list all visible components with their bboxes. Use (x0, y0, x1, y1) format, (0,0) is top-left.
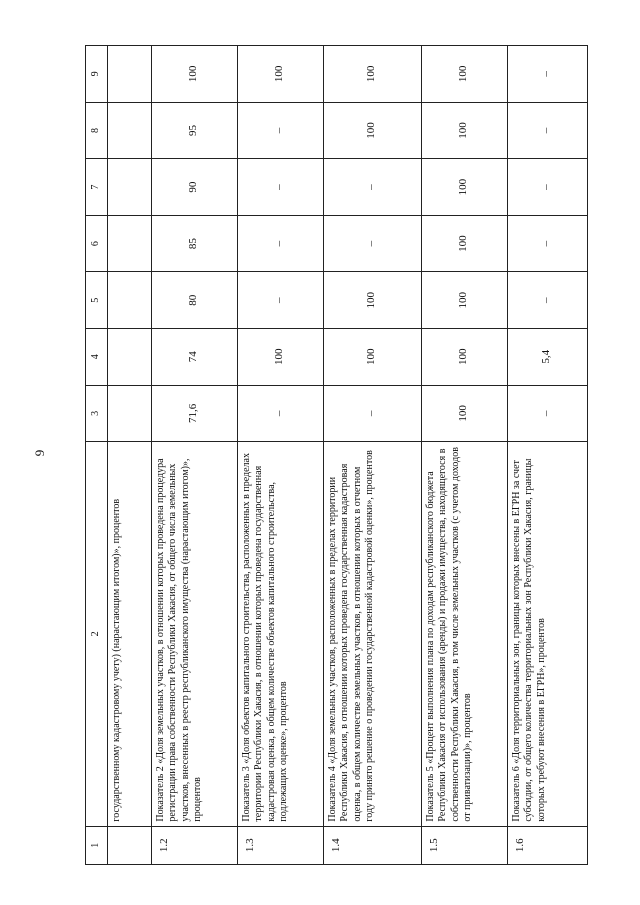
value-cell: 5,4 (507, 329, 587, 386)
value-cell: – (507, 215, 587, 272)
value-cell (107, 272, 151, 329)
value-cell: 95 (151, 102, 237, 159)
value-cell: 100 (421, 215, 507, 272)
value-cell: – (507, 385, 587, 442)
value-cell: – (237, 272, 323, 329)
header-cell: 8 (86, 102, 108, 159)
value-cell: – (507, 159, 587, 216)
value-cell: 74 (151, 329, 237, 386)
row-description: Показатель 3 «Доля объектов капитального строительства, расположенных в пределах территории Республики Хакасия, в отношении которых проведена государственная кадастровая оценка, в общем количестве объектов капитального строительства, подлежащих оценке», процентов (237, 442, 323, 826)
row-index: 1.2 (151, 826, 237, 864)
page-number: 9 (32, 449, 47, 457)
value-cell: – (237, 385, 323, 442)
value-cell (107, 102, 151, 159)
value-cell: – (323, 159, 421, 216)
value-cell (107, 385, 151, 442)
table-row (421, 46, 507, 865)
row-description: Показатель 4 «Доля земельных участков, расположенных в пределах территории Республики Хакасия, в отношении которых проведена государственная кадастровая оценка, в общем количестве земельных участков, в отношении которых в отчетном году принято решение о проведении государственной кадастровой оценки», процентов (323, 442, 421, 826)
rotated-table-wrapper (85, 45, 605, 865)
value-cell: 80 (151, 272, 237, 329)
header-cell: 1 (86, 826, 108, 864)
row-index: 1.3 (237, 826, 323, 864)
indicators-table (85, 45, 588, 865)
value-cell: 85 (151, 215, 237, 272)
value-cell: – (507, 272, 587, 329)
header-row (86, 46, 108, 865)
row-index: 1.5 (421, 826, 507, 864)
header-cell: 7 (86, 159, 108, 216)
row-description: государственному кадастровому учету) (нарастающим итогом)», процентов (107, 442, 151, 826)
value-cell (107, 159, 151, 216)
value-cell: – (237, 215, 323, 272)
value-cell: 100 (323, 272, 421, 329)
row-description: Показатель 2 «Доля земельных участков, в отношении которых проведена процедура регистрации права собственности Республики Хакасия, от общего числа земельных участков, внесенных в реестр республиканского имущества (нарастающим итогом)», процентов (151, 442, 237, 826)
value-cell: – (237, 159, 323, 216)
table-row (151, 46, 237, 865)
header-cell: 6 (86, 215, 108, 272)
value-cell: – (323, 215, 421, 272)
row-index: 1.4 (323, 826, 421, 864)
header-cell: 9 (86, 46, 108, 103)
value-cell: 100 (421, 272, 507, 329)
value-cell: 100 (237, 46, 323, 103)
value-cell (107, 215, 151, 272)
table-row (107, 46, 151, 865)
value-cell: – (237, 102, 323, 159)
row-description: Показатель 5 «Процент выполнения плана по доходам республиканского бюджета Республики Хакасия от использования (аренды) и продажи имущества, находящегося в собственности Республики Хакасия, в том числе земельных участков (с учетом доходов от приватизации)», процентов (421, 442, 507, 826)
value-cell: 100 (323, 102, 421, 159)
value-cell (107, 46, 151, 103)
table-row (323, 46, 421, 865)
value-cell: 100 (421, 102, 507, 159)
header-cell: 5 (86, 272, 108, 329)
value-cell: 100 (151, 46, 237, 103)
value-cell: 100 (323, 329, 421, 386)
value-cell: 100 (237, 329, 323, 386)
value-cell: 100 (421, 385, 507, 442)
table-row (507, 46, 587, 865)
header-cell: 3 (86, 385, 108, 442)
header-cell: 2 (86, 442, 108, 826)
header-cell: 4 (86, 329, 108, 386)
row-index (107, 826, 151, 864)
value-cell: 100 (421, 329, 507, 386)
value-cell: 100 (323, 46, 421, 103)
value-cell: – (507, 46, 587, 103)
value-cell: – (507, 102, 587, 159)
value-cell (107, 329, 151, 386)
table-landscape-frame (85, 45, 605, 865)
value-cell: 71,6 (151, 385, 237, 442)
value-cell: 90 (151, 159, 237, 216)
value-cell: 100 (421, 46, 507, 103)
value-cell: – (323, 385, 421, 442)
row-index: 1.6 (507, 826, 587, 864)
table-row (237, 46, 323, 865)
row-description: Показатель 6 «Доля территориальных зон, границы которых внесены в ЕГРН за счет субсидии, от общего количества территориальных зон Республики Хакасия, границы которых требуют внесения в ЕГРН», процентов (507, 442, 587, 826)
value-cell: 100 (421, 159, 507, 216)
